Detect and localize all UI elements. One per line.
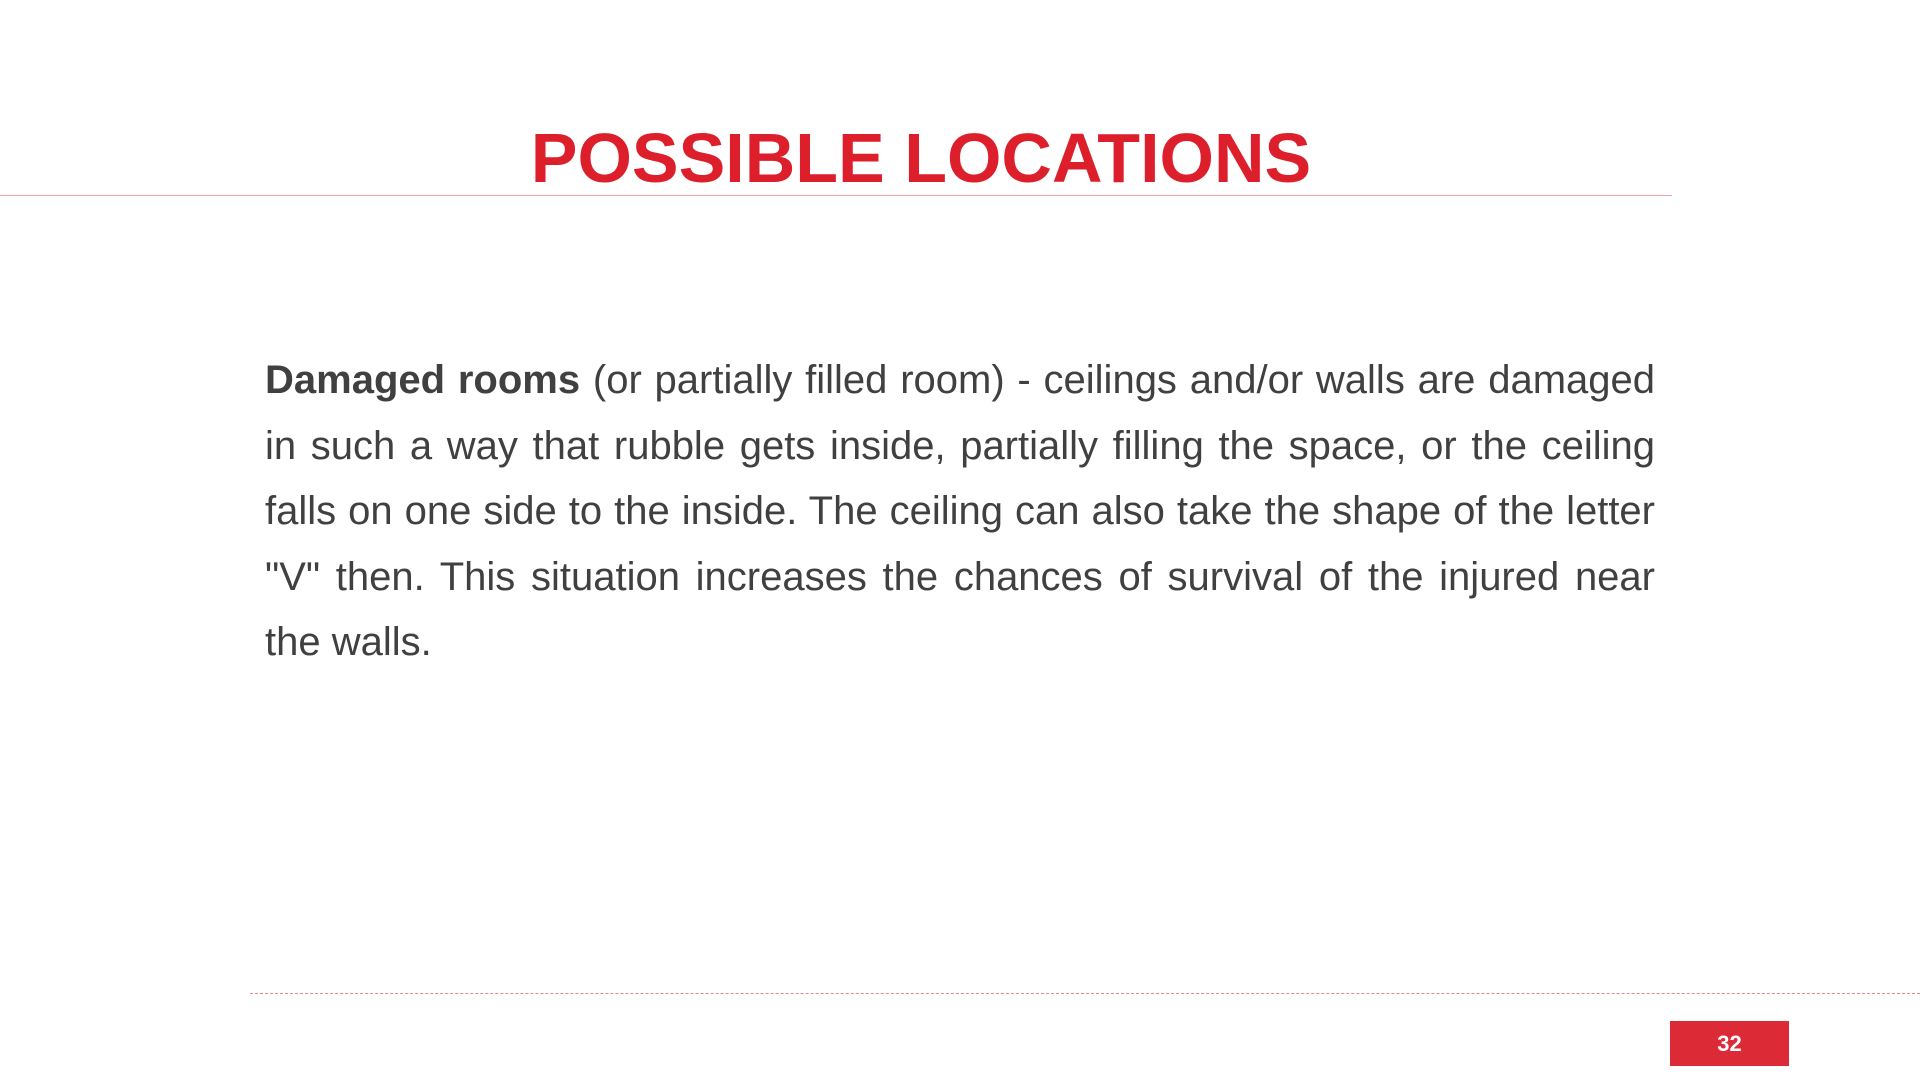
slide-title: POSSIBLE LOCATIONS [530, 119, 1312, 197]
body-paragraph [265, 348, 1655, 676]
body-lead-term: Damaged rooms [265, 358, 581, 402]
page-number-badge: 32 [1670, 1021, 1789, 1066]
footer-divider [250, 993, 1920, 994]
body-text: (or partially filled room) - ceilings and/or walls are damaged in such a way that rubble gets inside, partially filling the space, or the ceiling falls on one side to the inside. The ceiling can also take the shape of the letter "V" then. This situation increases the chances of survival of the injured near the walls. [265, 358, 1655, 664]
title-divider [0, 195, 1672, 196]
